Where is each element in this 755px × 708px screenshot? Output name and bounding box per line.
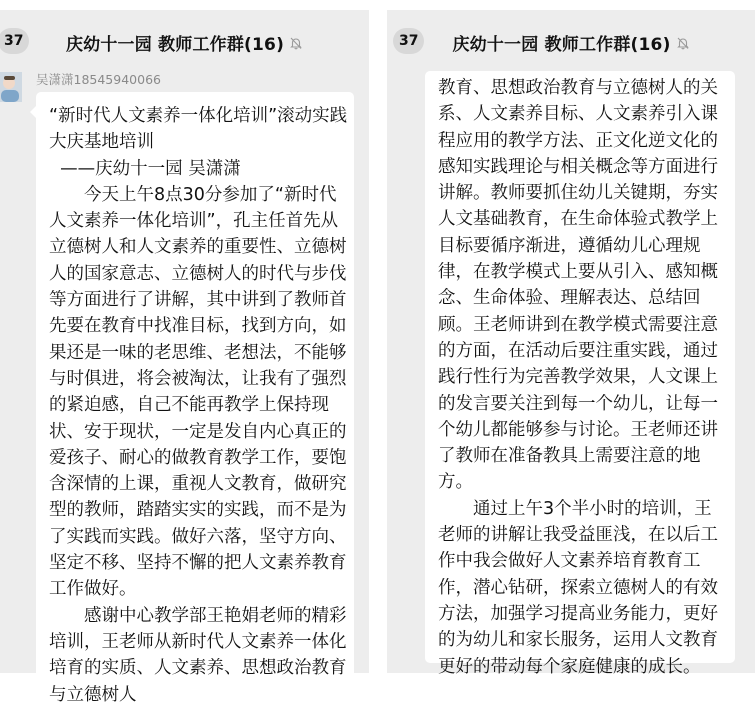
unread-count-badge[interactable]: 37: [0, 28, 29, 54]
chat-header: [0, 10, 369, 74]
chat-title: 庆幼十一园 教师工作群(16): [452, 34, 671, 55]
sender-name: 吴潇潇18545940066: [36, 72, 161, 87]
message-bubble[interactable]: [425, 71, 735, 677]
message-text: 通过上午3个半小时的培训，王老师的讲解让我受益匪浅，在以后工作中我会做好人文素养培育教育工作，潜心钻研，探索立德树人的有效方法，加强学习提高业务能力，更好的为幼儿和家长服务，运用人文教育更好的带动每个家庭健康的成长。: [438, 498, 718, 677]
unread-count-badge[interactable]: 37: [393, 28, 424, 54]
chat-screen-left: [0, 10, 369, 705]
message-text: 教育、思想政治教育与立德树人的关系、人文素养目标、人文素养引入课程应用的教学方法、正文化逆文化的感知实践理论与相关概念等方面进行讲解。教师要抓住幼儿关键期，夯实人文基础教育，在生命体验式教学上目标要循序渐进，遵循幼儿心理规律，在教学模式上要从引入、感知概念、生命体验、理解表达、总结回顾。王老师讲到在教学模式需要注意的方面，在活动后要注重实践，通过践行性行为完善教学效果，人文课上的发言要关注到每一个幼儿，让每一个幼儿都能够参与讨论。王老师还讲了教师在准备教具上需要注意的地方。: [438, 78, 718, 493]
chat-screen-right: [387, 10, 755, 677]
message-bubble[interactable]: [36, 92, 354, 705]
message-text: 今天上午8点30分参加了“新时代人文素养一体化培训”，孔主任首先从立德树人和人文素养的重要性、立德树人的国家意志、立德树人的时代与步伐等方面进行了讲解，其中讲到了教师首先要在教育中找准目标，找到方向，如果还是一味的老思维、老想法，不能够与时俱进，将会被淘汰，让我有了强烈的紧迫感，自己不能再教学上保持现状、安于现状，一定是发自内心真正的爱孩子、耐心的做教育教学工作，要饱含深情的上课，重视人文教育，做研究型的教师，踏踏实实的实践，而不是为了实践而实践。做好六落，坚守方向、坚定不移、坚持不懈的把人文素养教育工作做好。: [49, 184, 347, 600]
bell-slash-icon: [676, 35, 690, 49]
avatar[interactable]: [0, 72, 22, 102]
message-text: 感谢中心教学部王艳娟老师的精彩培训，王老师从新时代人文素养一体化培育的实质、人文素养、思想政治教育与立德树人: [49, 605, 347, 705]
bell-slash-icon: [289, 35, 303, 49]
chat-header: [387, 10, 755, 74]
message-text: ——庆幼十一园 吴潇潇: [49, 158, 241, 179]
message-text: “新时代人文素养一体化培训”滚动实践 大庆基地培训: [49, 106, 353, 153]
chat-title: 庆幼十一园 教师工作群(16): [65, 34, 285, 55]
